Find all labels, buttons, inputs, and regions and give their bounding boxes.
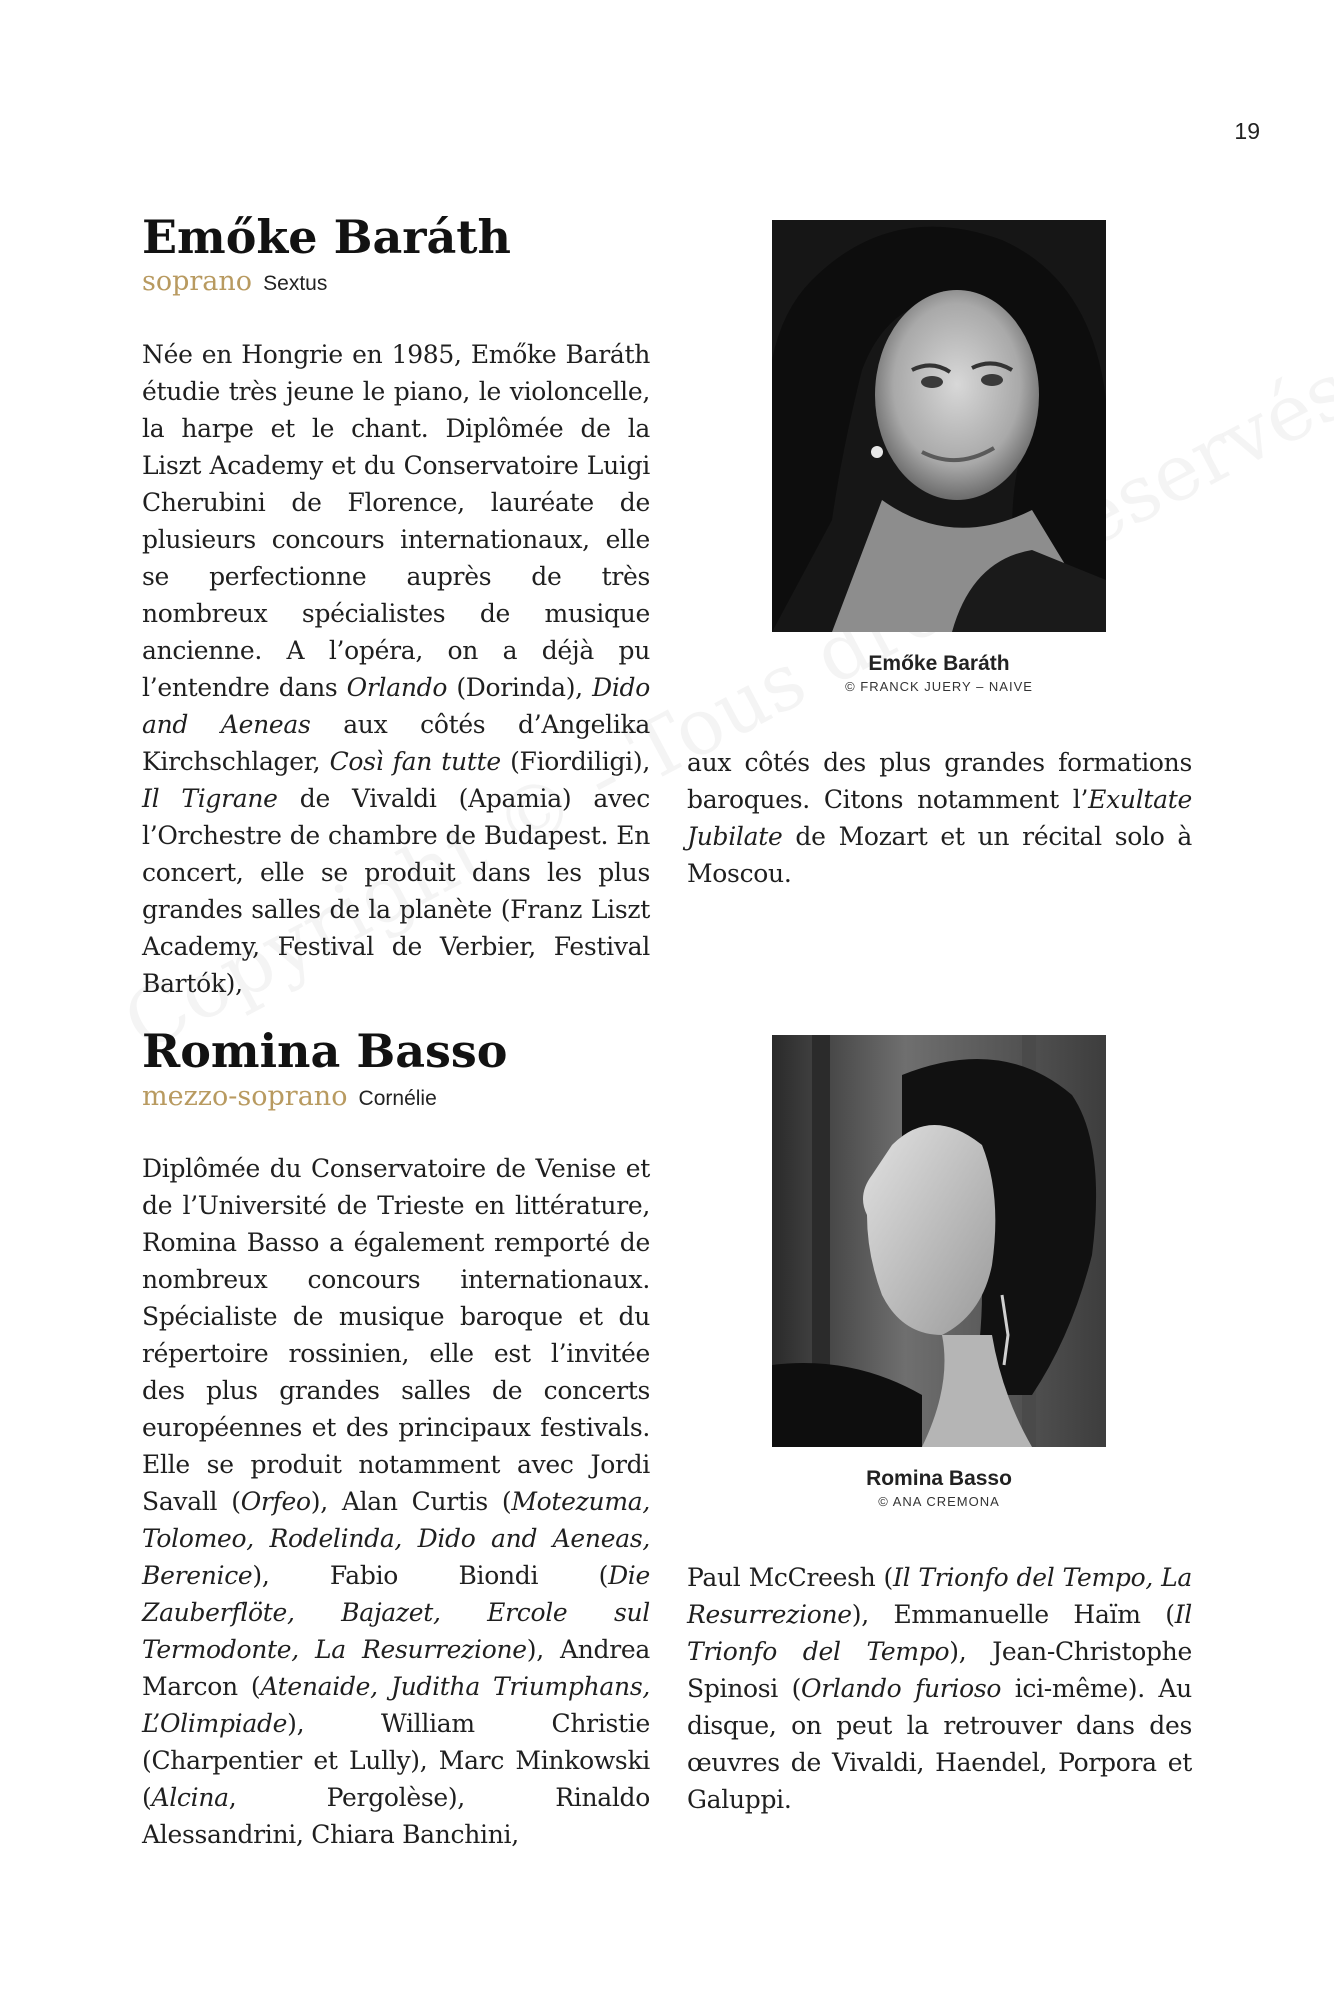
photo-caption-basso (772, 1467, 1106, 1509)
bio-right-barath (687, 744, 1192, 892)
bio-paragraph: Née en Hongrie en 1985, Emőke Baráth étudie très jeune le piano, le violoncelle, la harpe et le chant. Diplômée de la Liszt Academy et du Conservatoire Luigi Cherubini de Florence, lauréate de plusieurs concours internationaux, elle se perfectionne auprès de très nombreux spécialistes de musique ancienne. A l’opéra, on a déjà pu l’entendre dans Orlando (Dorinda), Dido and Aeneas aux côtés d’Angelika Kirchschlager, Così fan tutte (Fiordiligi), Il Tigrane de Vivaldi (Apamia) avec l’Orchestre de chambre de Budapest. En concert, elle se produit dans les plus grandes salles de la planète (Franz Liszt Academy, Festival de Verbier, Festival Bartók), (142, 340, 650, 998)
artist-name-barath: Emőke Baráth (142, 210, 511, 264)
caption-name: Emőke Baráth (868, 652, 1010, 675)
portrait-photo-barath (772, 220, 1106, 632)
bio-right-basso (687, 1559, 1192, 1818)
role-line-barath (142, 266, 327, 297)
role-line-basso (142, 1081, 437, 1112)
character-name: Cornélie (358, 1087, 437, 1110)
bio-left-barath (142, 336, 650, 1002)
portrait-image (772, 1035, 1106, 1447)
page-number: 19 (1234, 118, 1260, 144)
caption-name: Romina Basso (866, 1467, 1012, 1490)
bio-paragraph: aux côtés des plus grandes formations baroques. Citons notamment l’Exultate Jubilate de Mozart et un récital solo à Moscou. (687, 748, 1192, 888)
character-name: Sextus (263, 272, 328, 295)
photo-caption-barath (772, 652, 1106, 694)
voice-type: soprano (142, 266, 253, 297)
photo-credit: © ANA CREMONA (878, 1494, 1000, 1509)
photo-credit: © FRANCK JUERY – NAIVE (845, 679, 1033, 694)
portrait-photo-basso (772, 1035, 1106, 1447)
bio-left-basso (142, 1150, 650, 1853)
portrait-image (772, 220, 1106, 632)
artist-name-basso: Romina Basso (142, 1024, 508, 1078)
voice-type: mezzo-soprano (142, 1081, 348, 1112)
bio-paragraph: Diplômée du Conservatoire de Venise et de l’Université de Trieste en littérature, Romina Basso a également remporté de nombreux concours internationaux. Spécialiste de musique baroque et du répertoire rossinien, elle est l’invitée des plus grandes salles de concerts européennes et des principaux festivals. Elle se produit notamment avec Jordi Savall (Orfeo), Alan Curtis (Motezuma, Tolomeo, Rodelinda, Dido and Aeneas, Berenice), Fabio Biondi (Die Zauberflöte, Bajazet, Ercole sul Termodonte, La Resurrezione), Andrea Marcon (Atenaide, Juditha Triumphans, L’Olimpiade), William Christie (Charpentier et Lully), Marc Minkowski (Alcina, Pergolèse), Rinaldo Alessandrini, Chiara Banchini, (142, 1154, 651, 1849)
bio-paragraph: Paul McCreesh (Il Trionfo del Tempo, La Resurrezione), Emmanuelle Haïm (Il Trionfo del Tempo), Jean-Christophe Spinosi (Orlando furioso ici-même). Au disque, on peut la retrouver dans des œuvres de Vivaldi, Haendel, Porpora et Galuppi. (687, 1563, 1193, 1814)
